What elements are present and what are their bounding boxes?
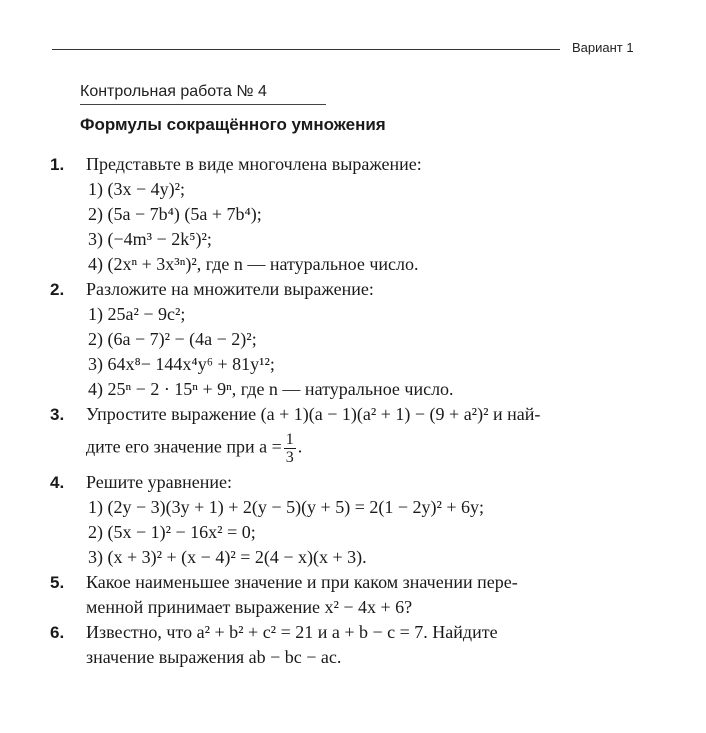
task-6: [50, 620, 656, 670]
task-number: 6.: [50, 623, 65, 642]
task-3: [50, 402, 656, 466]
task-number: 1.: [50, 155, 65, 174]
task-number: 5.: [50, 573, 65, 592]
title-underline: [80, 104, 326, 105]
task-prompt: Решите уравнение:: [86, 472, 232, 492]
task-4: [50, 470, 656, 570]
fraction: [284, 431, 296, 466]
task-item: 3) 64x⁸− 144x⁴y⁶ + 81y¹²;: [88, 354, 275, 374]
task-number: 3.: [50, 405, 65, 424]
task-text: менной принимает выражение x² − 4x + 6?: [86, 597, 413, 617]
task-text: .: [297, 436, 303, 457]
task-text: Известно, что a² + b² + c² = 21 и a + b − c = 7. Найдите: [86, 622, 498, 642]
task-item: 2) (5x − 1)² − 16x² = 0;: [88, 522, 256, 542]
task-5: [50, 570, 656, 620]
task-item: 2) (5a − 7b⁴) (5a + 7b⁴);: [88, 204, 262, 224]
task-number: 4.: [50, 473, 65, 492]
task-item: 3) (−4m³ − 2k⁵)²;: [88, 229, 212, 249]
task-prompt: Представьте в виде многочлена выражение:: [86, 154, 422, 174]
task-text: дите его значение при a =: [86, 436, 282, 457]
task-item: 3) (x + 3)² + (x − 4)² = 2(4 − x)(x + 3).: [88, 547, 367, 567]
work-title: Контрольная работа № 4: [80, 83, 267, 100]
variant-label: Вариант 1: [572, 40, 634, 55]
task-item: 4) 25ⁿ − 2 · 15ⁿ + 9ⁿ, где n — натуральное число.: [88, 379, 454, 399]
topic-title: Формулы сокращённого умножения: [80, 115, 386, 134]
task-1: [50, 152, 656, 277]
task-2: [50, 277, 656, 402]
task-prompt: Разложите на множители выражение:: [86, 279, 374, 299]
task-item: 1) (3x − 4y)²;: [88, 179, 186, 199]
header-rule: [52, 49, 560, 50]
task-text-line-2: [86, 427, 656, 466]
fraction-numerator: 1: [285, 431, 294, 448]
task-item: 1) 25a² − 9c²;: [88, 304, 186, 324]
task-text: значение выражения ab − bc − ac.: [86, 647, 342, 667]
task-item: 4) (2xⁿ + 3x³ⁿ)², где n — натуральное число.: [88, 254, 419, 274]
task-list: [50, 152, 656, 670]
task-number: 2.: [50, 280, 65, 299]
fraction-denominator: 3: [285, 449, 294, 466]
task-text: Какое наименьшее значение и при каком значении пере-: [86, 572, 518, 592]
task-item: 2) (6a − 7)² − (4a − 2)²;: [88, 329, 257, 349]
task-item: 1) (2y − 3)(3y + 1) + 2(y − 5)(y + 5) = 2(1 − 2y)² + 6y;: [88, 497, 485, 517]
task-text: Упростите выражение (a + 1)(a − 1)(a² + 1) − (9 + a²)² и най-: [86, 404, 541, 424]
